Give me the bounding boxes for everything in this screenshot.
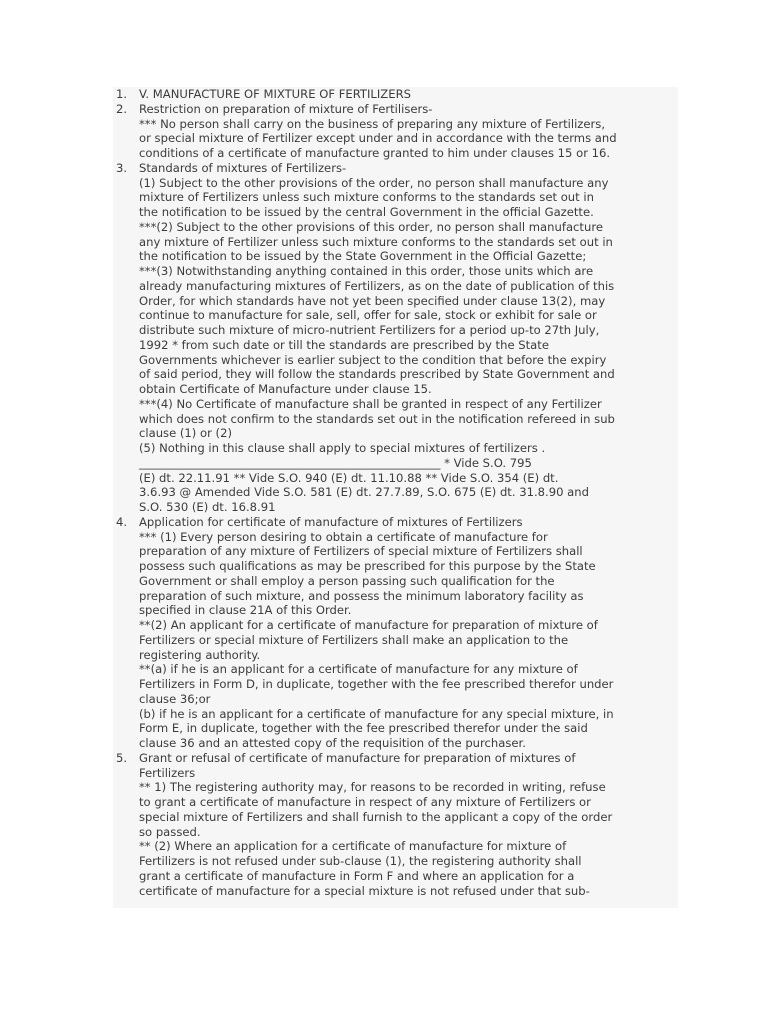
clause-text-line: clause 36 and an attested copy of the requisition of the purchaser. (139, 736, 526, 750)
clause-heading: V. MANUFACTURE OF MIXTURE OF FERTILIZERS (139, 87, 411, 101)
clause-text-line: ** (2) Where an application for a certificate of manufacture for mixture of (139, 839, 567, 854)
clause-text-line: S.O. 530 (E) dt. 16.8.91 (139, 500, 276, 514)
clause-text-line: already manufacturing mixtures of Fertilizers, as on the date of publication of this (139, 278, 615, 293)
clause-text-line: clause 36;or (139, 691, 211, 706)
clause-number: 4. (116, 514, 128, 529)
clause-item (113, 87, 678, 102)
clause-text-line: Form E, in duplicate, together with the fee prescribed therefor under the said (139, 721, 588, 736)
clause-text-line: clause (1) or (2) (139, 426, 232, 441)
clause-text-line: or special mixture of Fertilizer except under and in accordance with the terms and (139, 131, 617, 146)
document-page (113, 87, 678, 908)
clause-number: 3. (116, 160, 128, 175)
clause-text-line: 3.6.93 @ Amended Vide S.O. 581 (E) dt. 27.7.89, S.O. 675 (E) dt. 31.8.90 and (139, 485, 589, 500)
clause-text-line: certificate of manufacture for a special mixture is not refused under that sub- (139, 883, 590, 898)
clause-item (113, 102, 678, 161)
clause-text-line: (1) Subject to the other provisions of the order, no person shall manufacture any (139, 175, 609, 190)
clause-number: 2. (116, 101, 128, 116)
clause-heading: Standards of mixtures of Fertilizers- (139, 160, 347, 175)
clause-text-line: special mixture of Fertilizers and shall furnish to the applicant a copy of the order (139, 809, 613, 824)
clause-text-line: ***(4) No Certificate of manufacture shall be granted in respect of any Fertilizer (139, 396, 602, 411)
clause-text-line: (5) Nothing in this clause shall apply to special mixtures of fertilizers . (139, 441, 546, 455)
clause-item (113, 161, 678, 515)
clause-text-line: which does not confirm to the standards set out in the notification refereed in sub (139, 411, 615, 426)
clause-text-line: obtain Certificate of Manufacture under clause 15. (139, 382, 432, 396)
clause-text-line: ***(2) Subject to the other provisions of this order, no person shall manufacture (139, 219, 603, 234)
clause-heading: Grant or refusal of certificate of manufacture for preparation of mixtures of (139, 750, 576, 765)
clause-text-line: specified in clause 21A of this Order. (139, 603, 352, 618)
clause-text-line: *** No person shall carry on the business of preparing any mixture of Fertilizers, (139, 116, 606, 131)
clause-text-line: **(a) if he is an applicant for a certificate of manufacture for any mixture of (139, 662, 578, 677)
clause-text-line: (E) dt. 22.11.91 ** Vide S.O. 940 (E) dt. 11.10.88 ** Vide S.O. 354 (E) dt. (139, 470, 559, 485)
clause-number: 5. (116, 750, 128, 765)
clause-list (113, 87, 678, 898)
clause-item (113, 515, 678, 751)
clause-text-line: (b) if he is an applicant for a certificate of manufacture for any special mixture, in (139, 706, 614, 721)
clause-text-line: conditions of a certificate of manufacture granted to him under clauses 15 or 16. (139, 146, 611, 160)
clause-text-line: grant a certificate of manufacture in Form F and where an application for a (139, 868, 575, 883)
clause-text-line: of said period, they will follow the standards prescribed by State Government and (139, 367, 615, 382)
clause-text-line: preparation of any mixture of Fertilizers of special mixture of Fertilizers shall (139, 544, 583, 559)
clause-text-line: Fertilizers in Form D, in duplicate, together with the fee prescribed therefor under (139, 677, 614, 691)
clause-text-line: ____________________________________________________ * Vide S.O. 795 (139, 455, 532, 470)
clause-text-line: Government or shall employ a person passing such qualification for the (139, 573, 555, 588)
clause-text-line: any mixture of Fertilizer unless such mixture conforms to the standards set out in (139, 234, 613, 249)
clause-text-line: possess such qualifications as may be prescribed for this purpose by the State (139, 559, 596, 573)
clause-heading: Restriction on preparation of mixture of Fertilisers- (139, 101, 433, 116)
clause-item (113, 751, 678, 899)
clause-text-line: ** 1) The registering authority may, for reasons to be recorded in writing, refuse (139, 780, 606, 795)
clause-text-line: 1992 * from such date or till the standards are prescribed by the State (139, 337, 549, 352)
clause-text-line: so passed. (139, 824, 201, 839)
clause-text-line: to grant a certificate of manufacture in respect of any mixture of Fertilizers or (139, 795, 591, 809)
clause-text-line: distribute such mixture of micro-nutrient Fertilizers for a period up-to 27th July, (139, 323, 600, 337)
clause-text-line: the notification to be issued by the State Government in the Official Gazette; (139, 249, 587, 264)
clause-text-line: registering authority. (139, 647, 261, 662)
clause-text-line: Governments whichever is earlier subject to the condition that before the expiry (139, 352, 607, 367)
clause-text-line: Order, for which standards have not yet been specified under clause 13(2), may (139, 293, 606, 308)
clause-text-line: *** (1) Every person desiring to obtain a certificate of manufacture for (139, 529, 548, 544)
clause-text-line: the notification to be issued by the central Government in the official Gazette. (139, 205, 594, 219)
clause-text-line: preparation of such mixture, and possess the minimum laboratory facility as (139, 588, 584, 603)
clause-text-line: continue to manufacture for sale, sell, offer for sale, stock or exhibit for sale or (139, 308, 597, 323)
clause-text-line: **(2) An applicant for a certificate of manufacture for preparation of mixture of (139, 618, 598, 632)
clause-heading: Application for certificate of manufacture of mixtures of Fertilizers (139, 514, 523, 529)
clause-text-line: Fertilizers is not refused under sub-clause (1), the registering authority shall (139, 854, 582, 868)
clause-text-line: Fertilizers or special mixture of Fertilizers shall make an application to the (139, 632, 569, 647)
clause-number: 1. (116, 87, 128, 101)
clause-text-line: ***(3) Notwithstanding anything contained in this order, those units which are (139, 264, 594, 278)
clause-text-line: Fertilizers (139, 765, 196, 780)
clause-text-line: mixture of Fertilizers unless such mixture conforms to the standards set out in (139, 190, 594, 205)
